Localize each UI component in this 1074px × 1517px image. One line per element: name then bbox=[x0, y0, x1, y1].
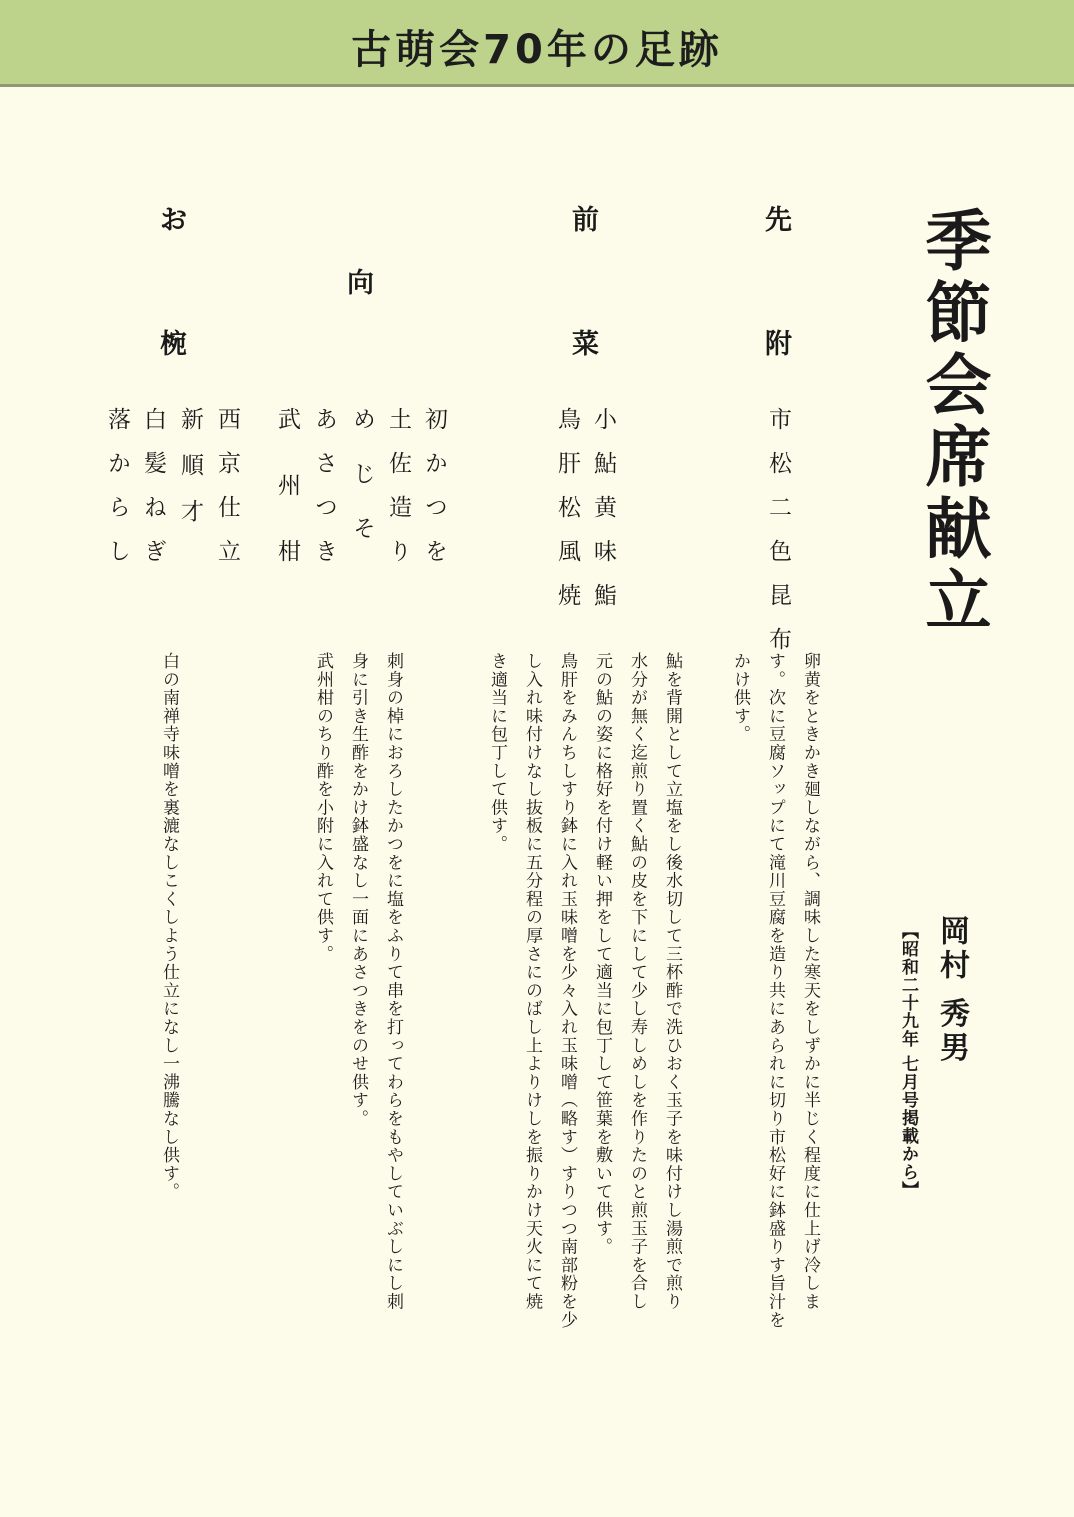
menu-item: 市松二色昆布 bbox=[765, 407, 791, 671]
menu-item: 小鮎黄味鮨 bbox=[590, 407, 616, 627]
author-name: 岡村 秀男 bbox=[934, 915, 969, 1066]
description-line: 水分が無く迄煎り置く鮎の皮を下にして少し寿しめしを作りたのと煎玉子を合し bbox=[627, 652, 647, 1311]
description-line: し入れ味付けなし抜板に五分程の厚さにのばし上よりけしを振りかけ天火にて焼 bbox=[522, 652, 542, 1311]
course-heading-char: 先 bbox=[765, 205, 792, 236]
course-heading-char: お bbox=[160, 205, 187, 236]
description-line: 白の南禅寺味噌を裏漉なしこくしよう仕立になし一沸騰なし供す。 bbox=[159, 652, 179, 1201]
menu-item: 新順才 bbox=[177, 407, 203, 545]
menu-item: 土佐造り bbox=[385, 407, 411, 583]
menu-item: 落からし bbox=[104, 407, 130, 583]
menu-item: 西京仕立 bbox=[214, 407, 240, 583]
description-line: 鮎を背開として立塩をし後水切して三杯酢で洗ひおく玉子を味付けし湯煎で煎り bbox=[662, 652, 682, 1311]
menu-item: 武州柑 bbox=[274, 407, 300, 605]
menu-item: あさつき bbox=[311, 407, 337, 583]
menu-item: 初かつを bbox=[421, 407, 447, 583]
menu-item: 鳥肝松風焼 bbox=[554, 407, 580, 627]
main-title: 季節会席献立 bbox=[914, 206, 992, 638]
description-line: かけ供す。 bbox=[730, 652, 750, 744]
description-line: 元の鮎の姿に格好を付け軽い押をして適当に包丁して笹葉を敷いて供す。 bbox=[592, 652, 612, 1256]
description-line: 刺身の棹におろしたかつをに塩をふりて串を打ってわらをもやしていぶしにし刺 bbox=[383, 652, 403, 1311]
description-line: 身に引き生酢をかけ鉢盛なし一面にあさつきをのせ供す。 bbox=[348, 652, 368, 1128]
header-title: 古萌会70年の足跡 bbox=[351, 27, 723, 73]
course-heading-char: 向 bbox=[347, 268, 374, 299]
publication-note: 【昭和二十九年 七月号掲載から】 bbox=[898, 922, 918, 1199]
description-line: 武州柑のちり酢を小附に入れて供す。 bbox=[313, 652, 333, 964]
course-heading-char: 附 bbox=[765, 329, 792, 360]
course-heading-char: 椀 bbox=[160, 329, 187, 360]
description-line: き適当に包丁して供す。 bbox=[487, 652, 507, 854]
description-line: 鳥肝をみんちしすり鉢に入れ玉味噌を少々入れ玉味噌（略す）すりつつ南部粉を少 bbox=[557, 652, 577, 1330]
menu-item: め じ そ bbox=[349, 407, 375, 551]
course-heading-char: 前 bbox=[572, 205, 599, 236]
menu-item: 白髪ねぎ bbox=[140, 407, 166, 583]
description-line: 卵黄をときかき廻しながら、調味した寒天をしずかに半じく程度に仕上げ冷しま bbox=[800, 652, 820, 1311]
description-line: す。次に豆腐ソップにて滝川豆腐を造り共にあられに切り市松好に鉢盛りす旨汁を bbox=[765, 652, 785, 1330]
course-heading-char: 菜 bbox=[572, 329, 599, 360]
header-banner bbox=[0, 0, 1074, 87]
